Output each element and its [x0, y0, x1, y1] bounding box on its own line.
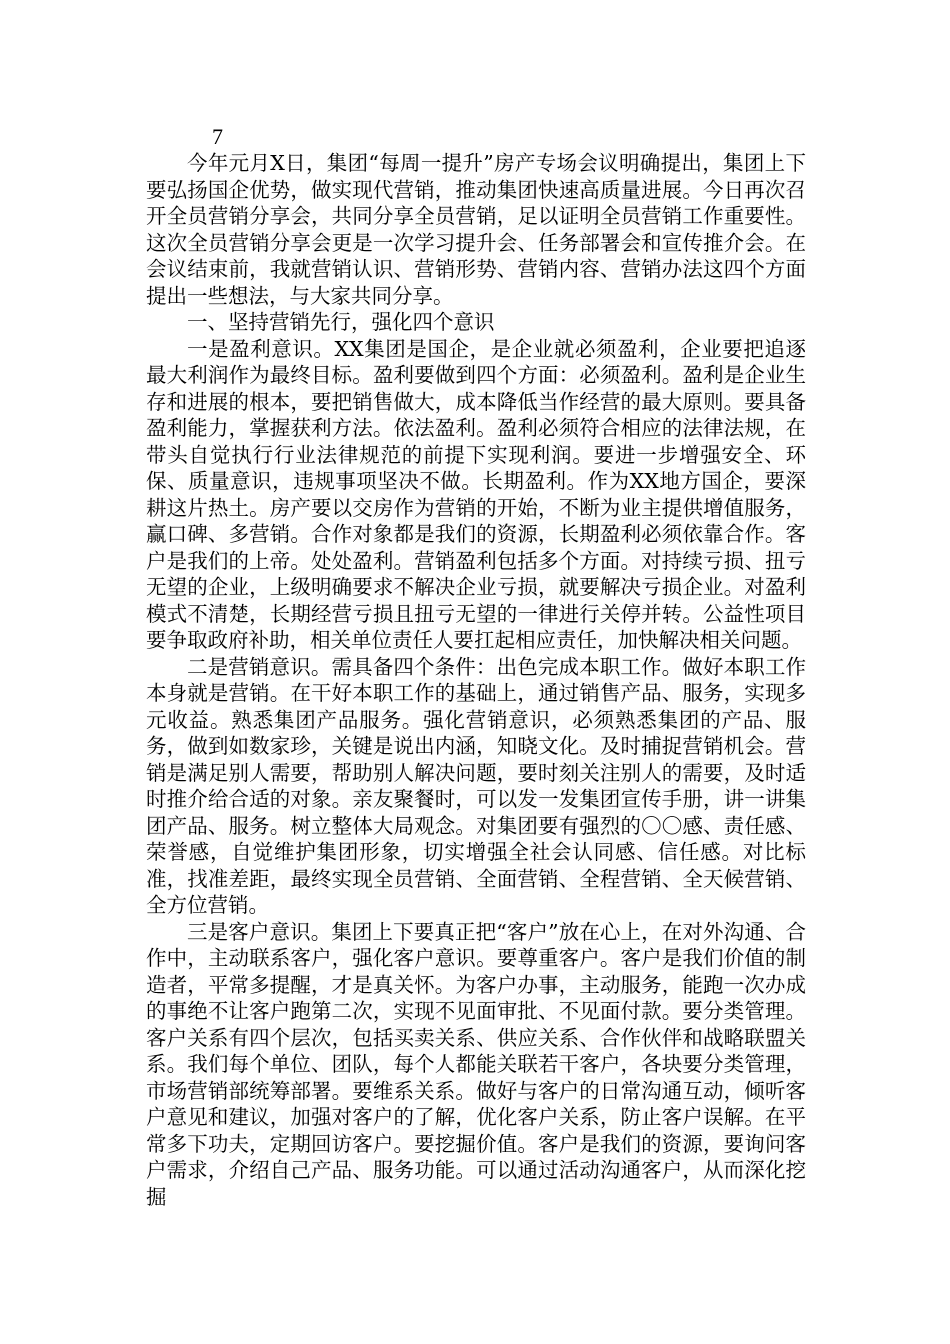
page-number: 7 [212, 124, 223, 149]
paragraph-intro: 今年元月X日，集团“每周一提升”房产专场会议明确提出，集团上下要弘扬国企优势，做实现代营销，推动集团快速高质量进展。今日再次召开全员营销分享会，共同分享全员营销，足以证明全员营销工作重要性。这次全员营销分享会更是一次学习提升会、任务部署会和宣传推介会。在会议结束前，我就营销认识、营销形势、营销内容、营销办法这四个方面提出一些想法，与大家共同分享。 [146, 151, 806, 308]
paragraph-profit-awareness: 一是盈利意识。XX集团是国企，是企业就必须盈利，企业要把追逐最大利润作为最终目标。盈利要做到四个方面：必须盈利。盈利是企业生存和进展的根本，要把销售做大，成本降低当作经营的最大原则。要具备盈利能力，掌握获利方法。依法盈利。盈利必须符合相应的法律法规，在带头自觉执行行业法律规范的前提下实现利润。要进一步增强安全、环保、质量意识，违规事项坚决不做。长期盈利。作为XX地方国企，要深耕这片热土。房产要以交房作为营销的开始，不断为业主提供增值服务，赢口碑、多营销。合作对象都是我们的资源，长期盈利必须依靠合作。客户是我们的上帝。处处盈利。营销盈利包括多个方面。对持续亏损、扭亏无望的企业，上级明确要求不解决企业亏损，就要解决亏损企业。对盈利模式不清楚，长期经营亏损且扭亏无望的一律进行关停并转。公益性项目要争取政府补助，相关单位责任人要扛起相应责任，加快解决相关问题。 [146, 336, 806, 652]
document-page [146, 124, 806, 1210]
paragraph-marketing-awareness: 二是营销意识。需具备四个条件：出色完成本职工作。做好本职工作本身就是营销。在干好本职工作的基础上，通过销售产品、服务，实现多元收益。熟悉集团产品服务。强化营销意识，必须熟悉集团的产品、服务，做到如数家珍，关键是说出内涵，知晓文化。及时捕捉营销机会。营销是满足别人需要，帮助别人解决问题，要时刻关注别人的需要，及时适时推介给合适的对象。亲友聚餐时，可以发一发集团宣传手册，讲一讲集团产品、服务。树立整体大局观念。对集团要有强烈的〇〇感、责任感、荣誉感，自觉维护集团形象，切实增强全社会认同感、信任感。对比标准，找准差距，最终实现全员营销、全面营销、全程营销、全天候营销、全方位营销。 [146, 654, 806, 917]
section-heading: 一、坚持营销先行，强化四个意识 [187, 310, 495, 334]
paragraph-customer-awareness: 三是客户意识。集团上下要真正把“客户”放在心上，在对外沟通、合作中，主动联系客户，强化客户意识。要尊重客户。客户是我们价值的制造者，平常多提醒，才是真关怀。为客户办事，主动服务，能跑一次办成的事绝不让客户跑第二次，实现不见面审批、不见面付款。要分类管理。客户关系有四个层次，包括买卖关系、供应关系、合作伙伴和战略联盟关系。我们每个单位、团队，每个人都能关联若干客户，各块要分类管理，市场营销部统筹部署。要维系关系。做好与客户的日常沟通互动，倾听客户意见和建议，加强对客户的了解，优化客户关系，防止客户误解。在平常多下功夫，定期回访客户。要挖掘价值。客户是我们的资源，要询问客户需求，介绍自己产品、服务功能。可以通过活动沟通客户，从而深化挖掘 [146, 919, 806, 1209]
